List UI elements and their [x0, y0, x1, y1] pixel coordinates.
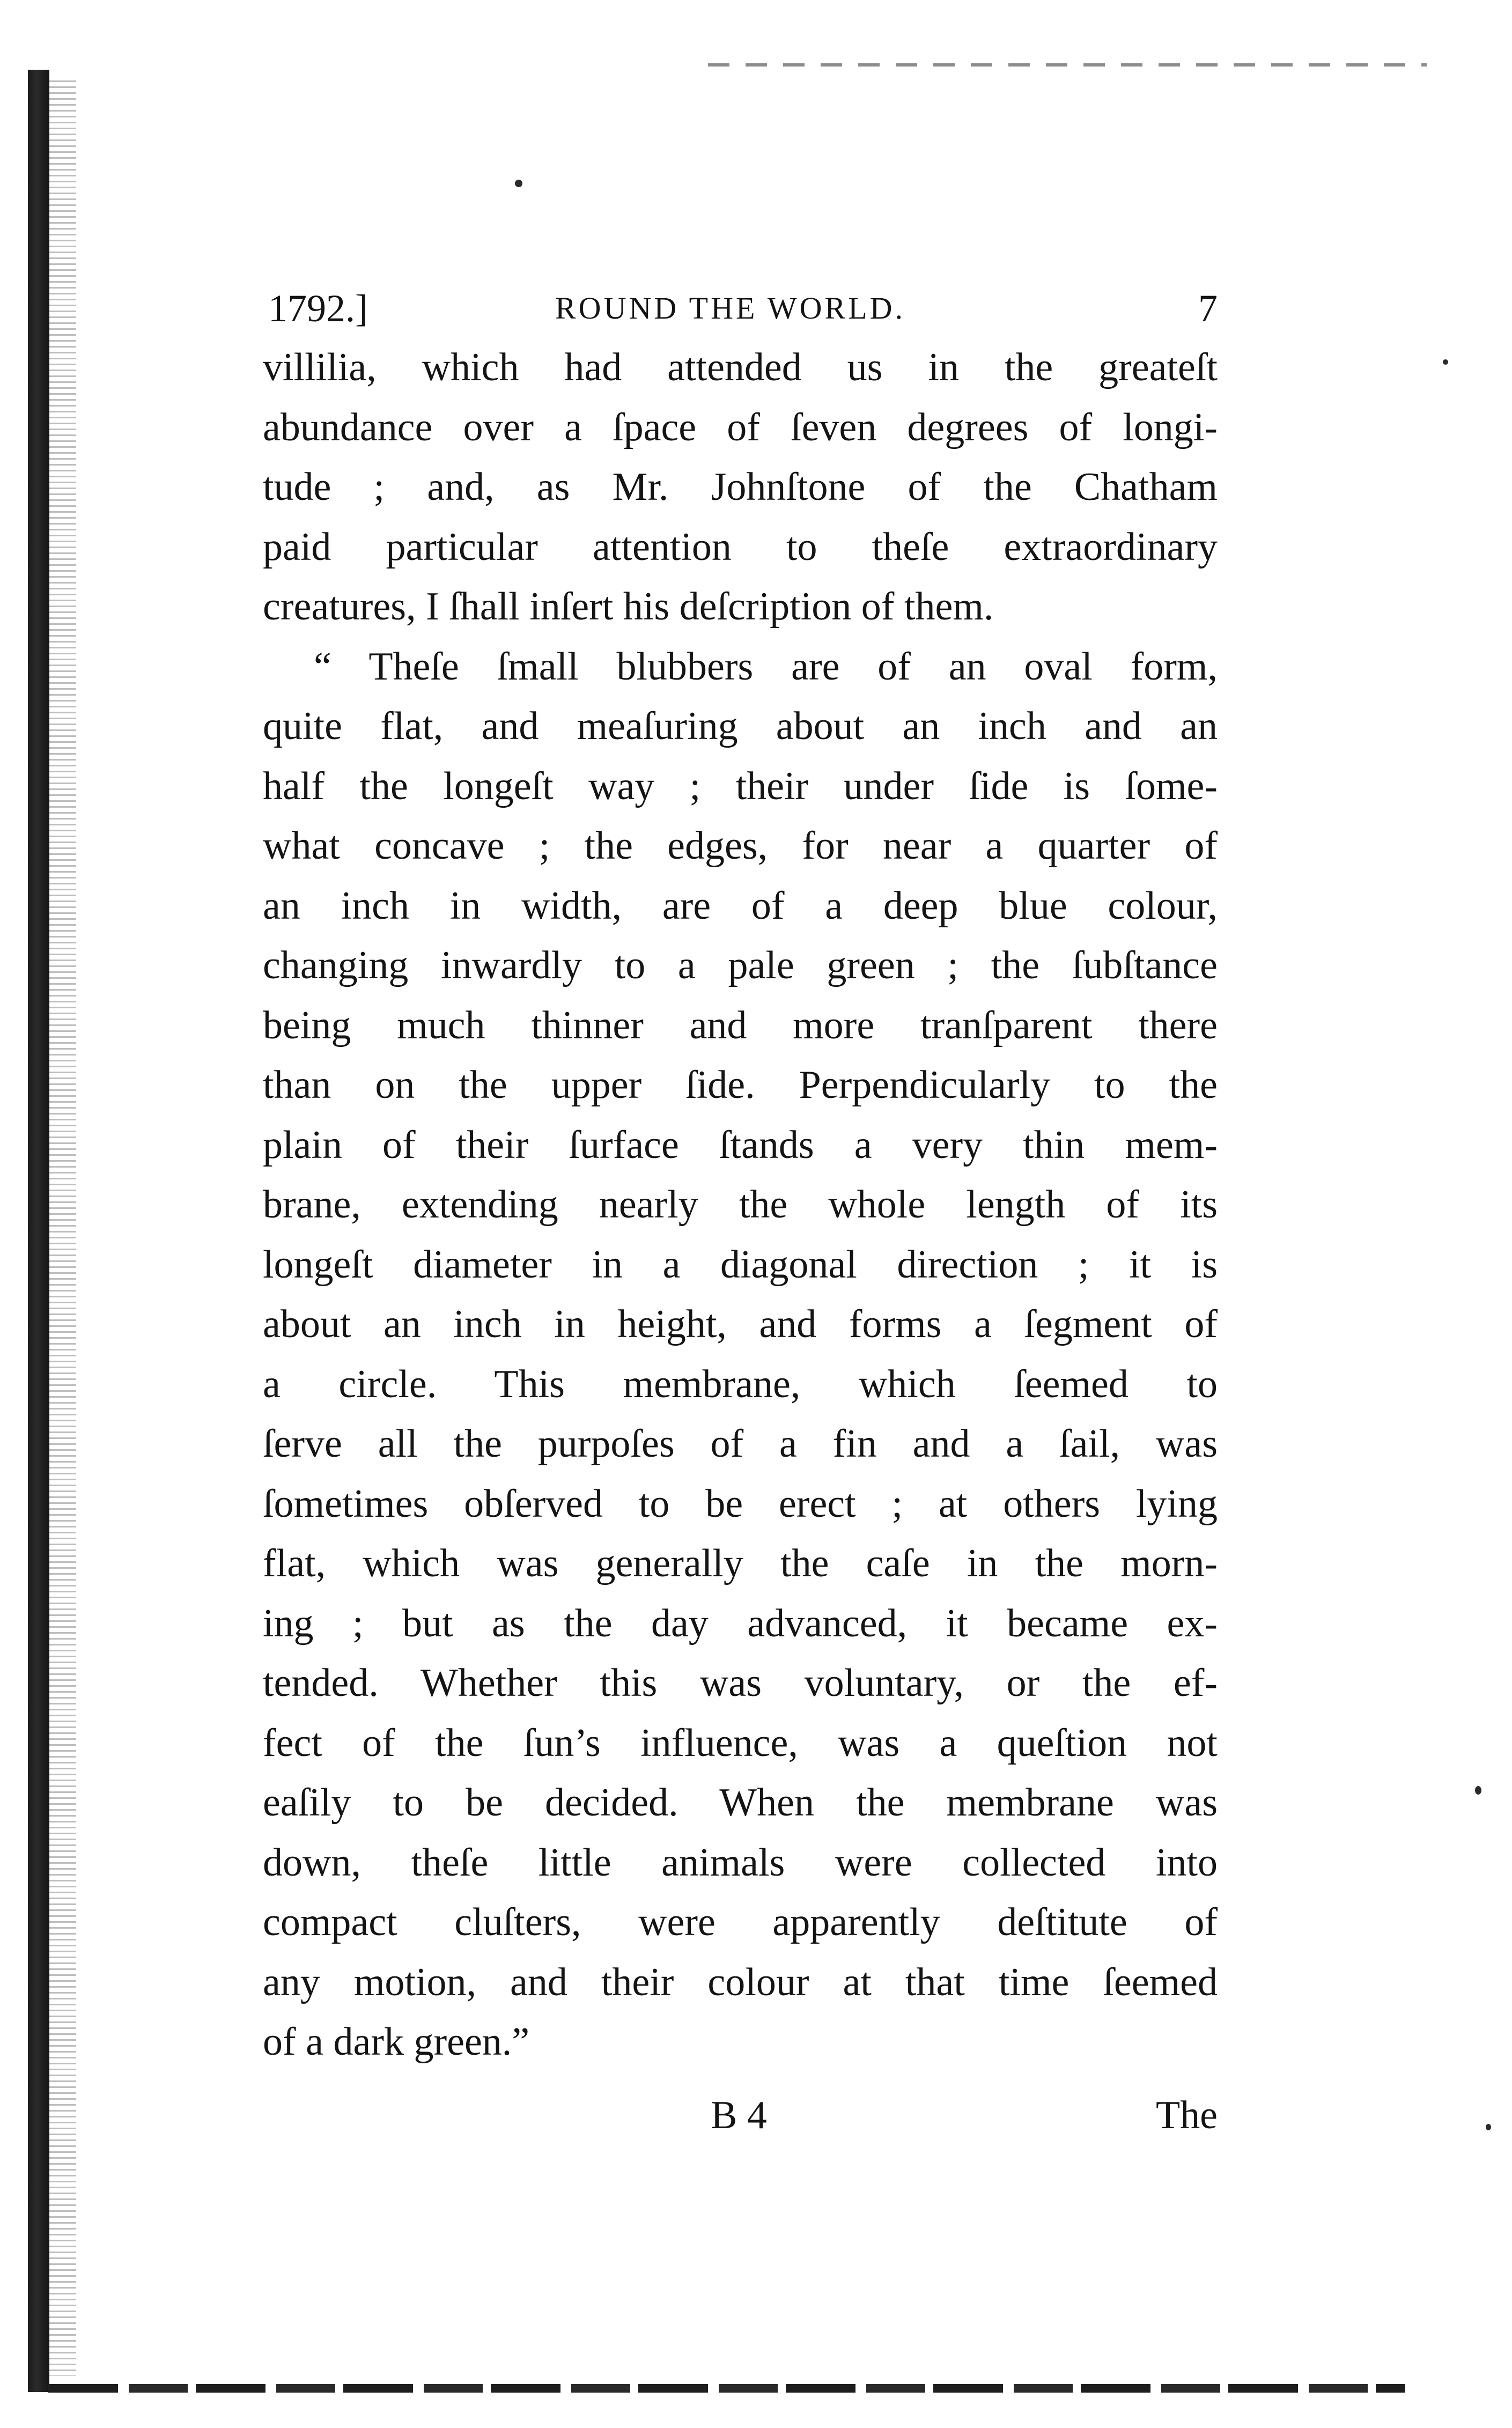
text-line: about an inch in height, and forms a ſegment of [263, 1302, 1218, 1346]
text-line: fect of the ſun’s influence, was a queſtion not [263, 1721, 1218, 1765]
text-line: abundance over a ſpace of ſeven degrees of longi- [263, 405, 1218, 449]
text-line: brane, extending nearly the whole length of its [263, 1183, 1218, 1227]
running-head-title: ROUND THE WORLD. [555, 291, 906, 326]
text-line: being much thinner and more tranſparent there [263, 1003, 1218, 1047]
scan-speck [515, 180, 522, 187]
paragraph [263, 338, 1218, 637]
running-head-year: 1792.] [268, 287, 368, 330]
text-line: ſometimes obſerved to be erect ; at others lying [263, 1481, 1218, 1526]
body-text [263, 338, 1218, 2072]
page-number: 7 [1198, 287, 1218, 330]
scan-speck [1443, 359, 1448, 365]
text-line: of a dark green.” [263, 2020, 530, 2064]
scan-speck [1475, 1786, 1481, 1795]
binding-shadow [28, 70, 49, 2392]
scan-speck [1486, 2124, 1491, 2130]
bottom-edge-rule [48, 2384, 1405, 2393]
binding-noise [49, 80, 76, 2376]
text-line: longeſt diameter in a diagonal direction ; it is [263, 1242, 1218, 1287]
text-line: than on the upper ſide. Perpendicularly to the [263, 1063, 1218, 1107]
text-line: a circle. This membrane, which ſeemed to [263, 1362, 1218, 1406]
text-line: compact cluſters, were apparently deſtitute of [263, 1900, 1218, 1944]
running-head [263, 279, 1218, 338]
page-footer [263, 2083, 1218, 2147]
top-edge-marks [708, 63, 1427, 67]
text-line: changing inwardly to a pale green ; the ſubſtance [263, 943, 1218, 987]
text-line: “ Theſe ſmall blubbers are of an oval form, [314, 644, 1218, 689]
catchword: The [1155, 2093, 1218, 2137]
text-line: down, theſe little animals were collected into [263, 1840, 1218, 1885]
signature-mark: B 4 [711, 2093, 767, 2137]
text-line: quite flat, and meaſuring about an inch and an [263, 704, 1218, 748]
text-line: villilia, which had attended us in the greateſt [263, 345, 1218, 389]
book-page [263, 279, 1218, 2147]
text-line: tended. Whether this was voluntary, or the ef- [263, 1661, 1218, 1705]
text-line: ſerve all the purpoſes of a fin and a ſail, was [263, 1422, 1218, 1466]
text-line: flat, which was generally the caſe in the morn- [263, 1541, 1218, 1585]
text-line: plain of their ſurface ſtands a very thin mem- [263, 1123, 1218, 1167]
text-line: an inch in width, are of a deep blue colour, [263, 883, 1218, 928]
text-line: creatures, I ſhall inſert his deſcription of them. [263, 585, 994, 629]
text-line: tude ; and, as Mr. Johnſtone of the Chatham [263, 465, 1218, 509]
text-line: paid particular attention to theſe extraordinary [263, 525, 1218, 569]
text-line: any motion, and their colour at that time ſeemed [263, 1960, 1218, 2004]
text-line: eaſily to be decided. When the membrane was [263, 1781, 1218, 1825]
text-line: ing ; but as the day advanced, it became ex- [263, 1601, 1218, 1645]
text-line: half the longeſt way ; their under ſide is ſome- [263, 764, 1218, 808]
paragraph [263, 637, 1218, 2072]
text-line: what concave ; the edges, for near a quarter of [263, 824, 1218, 868]
